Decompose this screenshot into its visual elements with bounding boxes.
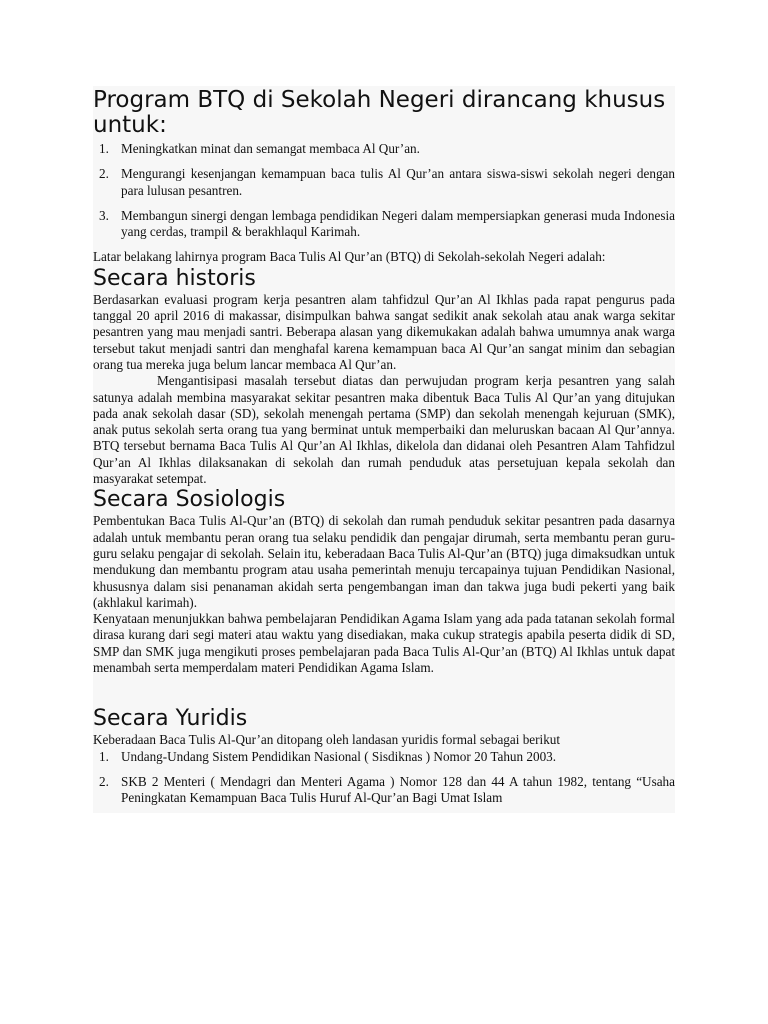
list-item-text: Undang-Undang Sistem Pendidikan Nasional ( Sisdiknas ) Nomor 20 Tahun 2003. bbox=[121, 748, 557, 764]
page-title: Program BTQ di Sekolah Negeri dirancang khusus untuk: bbox=[93, 87, 666, 138]
section-heading-yuridis: Secara Yuridis bbox=[93, 706, 248, 732]
section-heading-historis: Secara historis bbox=[93, 265, 256, 291]
list-item-text: Mengurangi kesenjangan kemampuan baca tulis Al Qur’an antara siswa-siswi sekolah negeri dengan para lulusan pesantren. bbox=[121, 166, 675, 198]
list-number: 1. bbox=[99, 748, 109, 764]
list-item-text: SKB 2 Menteri ( Mendagri dan Menteri Agama ) Nomor 128 dan 44 A tahun 1982, tentang “Usaha Peningkatan Kemampuan Baca Tulis Huruf Al-Qur’an Bagi Umat Islam bbox=[121, 773, 675, 806]
yuridis-list bbox=[93, 749, 675, 807]
intro-paragraph: Latar belakang lahirnya program Baca Tulis Al Qur’an (BTQ) di Sekolah-sekolah Negeri adalah: bbox=[93, 249, 606, 265]
list-item bbox=[93, 166, 675, 199]
sosiologis-paragraph-2: Kenyataan menunjukkan bahwa pembelajaran Pendidikan Agama Islam yang ada pada tatanan sekolah formal dirasa kurang dari segi materi atau waktu yang disediakan, maka cukup strategis apabila peserta didik di SD, SMP dan SMK juga mengikuti proses pembelajaran pada Baca Tulis Al-Qur’an (BTQ) Al Ikhlas untuk dapat menambah serta memperdalam materi Pendidikan Agama Islam. bbox=[93, 611, 675, 676]
document-body bbox=[93, 86, 675, 813]
list-item bbox=[93, 208, 675, 241]
list-number: 2. bbox=[99, 773, 109, 789]
list-item bbox=[93, 749, 675, 765]
section-heading-sosiologis: Secara Sosiologis bbox=[93, 487, 286, 513]
yuridis-intro: Keberadaan Baca Tulis Al-Qur’an ditopang oleh landasan yuridis formal sebagai berikut bbox=[93, 732, 561, 748]
blank-line bbox=[93, 676, 675, 706]
historis-paragraph-1: Berdasarkan evaluasi program kerja pesantren alam tahfidzul Qur’an Al Ikhlas pada rapat pengurus pada tanggal 20 april 2016 di makassar, disimpulkan bahwa sangat sedikit anak sekolah atau anak warga sekitar pesantren yang mau menjadi santri. Beberapa alasan yang dikemukakan adalah bahwa umumnya anak warga tersebut takut menjadi santri dan menghafal karena kemampuan baca Al Qur’an sangat minim dan sebagian orang tua mereka juga belum lancar membaca Al Qur’an. bbox=[93, 291, 675, 372]
list-item bbox=[93, 774, 675, 807]
list-number: 1. bbox=[99, 141, 109, 156]
list-number: 2. bbox=[99, 166, 109, 182]
list-item-text: Membangun sinergi dengan lembaga pendidikan Negeri dalam mempersiapkan generasi muda Indonesia yang cerdas, trampil & berakhlaqul Karimah. bbox=[121, 207, 675, 240]
list-item-text: Meningkatkan minat dan semangat membaca Al Qur’an. bbox=[121, 141, 420, 156]
historis-paragraph-2: Mengantisipasi masalah tersebut diatas dan perwujudan program kerja pesantren yang salah satunya adalah membina masyarakat sekitar pesantren maka dibentuk Baca Tulis Al Qur’an yang ditujukan pada anak sekolah dasar (SD), sekolah menengah pertama (SMP) dan sekolah menengah kejuruan (SMK), anak putus sekolah serta orang tua yang berminat untuk memperbaiki dan meluruskan bacaan Al Qur’annya. BTQ tersebut bernama Baca Tulis Al Qur’an Al Ikhlas, dikelola dan didanai oleh Pesantren Alam Tahfidzul Qur’an Al Ikhlas dilaksanakan di sekolah dan rumah penduduk atas persetujuan kepala sekolah dan masyarakat setempat. bbox=[93, 373, 675, 487]
sosiologis-paragraph-1: Pembentukan Baca Tulis Al-Qur’an (BTQ) di sekolah dan rumah penduduk sekitar pesantren pada dasarnya adalah untuk membantu peran orang tua selaku pendidik dan pengajar dirumah, serta membantu peran guru-guru selaku pengajar di sekolah. Selain itu, keberadaan Baca Tulis Al-Qur’an (BTQ) juga dimaksudkan untuk mendukung dan membantu program atau usaha pemerintah menuju tercapainya tujuan Pendidikan Nasional, khususnya dalam sisi penanaman akidah serta pengembangan iman dan takwa juga budi pekerti yang baik (akhlakul karimah). bbox=[93, 513, 675, 610]
list-number: 3. bbox=[99, 207, 109, 223]
list-item bbox=[93, 141, 675, 157]
goals-list bbox=[93, 141, 675, 240]
